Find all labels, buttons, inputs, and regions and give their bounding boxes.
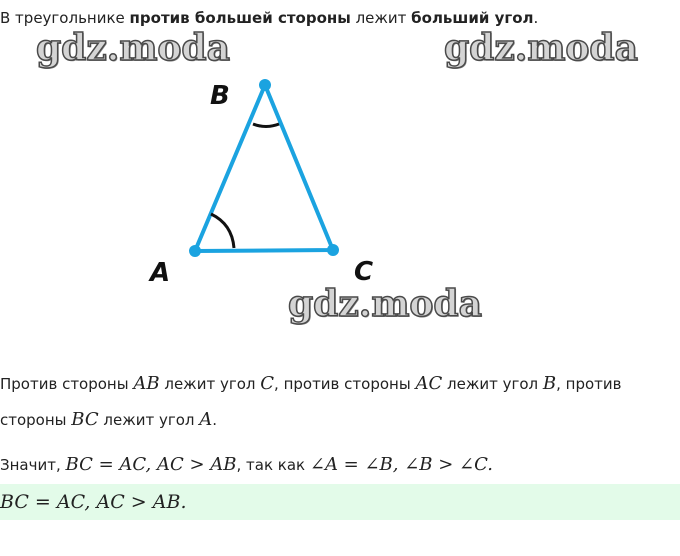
math-conclusion: BC = AC, AC > AB bbox=[65, 454, 237, 475]
math-side-bc: BC bbox=[71, 409, 99, 430]
text: Значит, bbox=[0, 456, 66, 474]
math-side-ab: AB bbox=[133, 373, 160, 394]
math-side-ac: AC bbox=[415, 373, 443, 394]
math-angle-a: A bbox=[199, 409, 213, 430]
answer-text: BC = AC, AC > AB. bbox=[0, 491, 187, 513]
vertex-point-b bbox=[259, 79, 271, 91]
intro-text-1: В треугольнике bbox=[0, 9, 130, 27]
text: лежит угол bbox=[442, 375, 543, 393]
text: лежит угол bbox=[159, 375, 261, 393]
explanation-line-1 bbox=[0, 374, 622, 394]
text: . bbox=[212, 411, 218, 429]
intro-bold-1: против большей стороны bbox=[129, 9, 351, 27]
math-angle-c: C bbox=[260, 373, 275, 394]
text: стороны bbox=[0, 411, 72, 429]
text: , против bbox=[556, 375, 622, 393]
watermark-logo: gdz.moda bbox=[288, 283, 482, 325]
answer-box bbox=[0, 484, 680, 520]
vertex-point-c bbox=[327, 244, 339, 256]
vertex-label-b: B bbox=[210, 81, 230, 111]
conclusion-line bbox=[0, 455, 493, 475]
vertex-point-a bbox=[189, 245, 201, 257]
intro-bold-2: больший угол bbox=[411, 9, 534, 27]
intro-text-2: лежит bbox=[350, 9, 412, 27]
text: Против стороны bbox=[0, 375, 134, 393]
watermark-logo: gdz.moda bbox=[36, 27, 230, 69]
intro-text-3: . bbox=[533, 9, 539, 27]
text: лежит угол bbox=[98, 411, 200, 429]
angle-arc-b bbox=[253, 124, 279, 127]
text: , так как bbox=[236, 456, 310, 474]
angle-arc-a bbox=[211, 214, 234, 248]
vertex-label-a: A bbox=[150, 258, 171, 288]
watermark-logo: gdz.moda bbox=[444, 27, 638, 69]
math-reason: ∠A = ∠B, ∠B > ∠C. bbox=[309, 454, 493, 475]
math-angle-b: B bbox=[542, 373, 557, 394]
explanation-line-2 bbox=[0, 410, 217, 430]
text: , против стороны bbox=[274, 375, 416, 393]
vertex-label-c: C bbox=[354, 257, 374, 287]
